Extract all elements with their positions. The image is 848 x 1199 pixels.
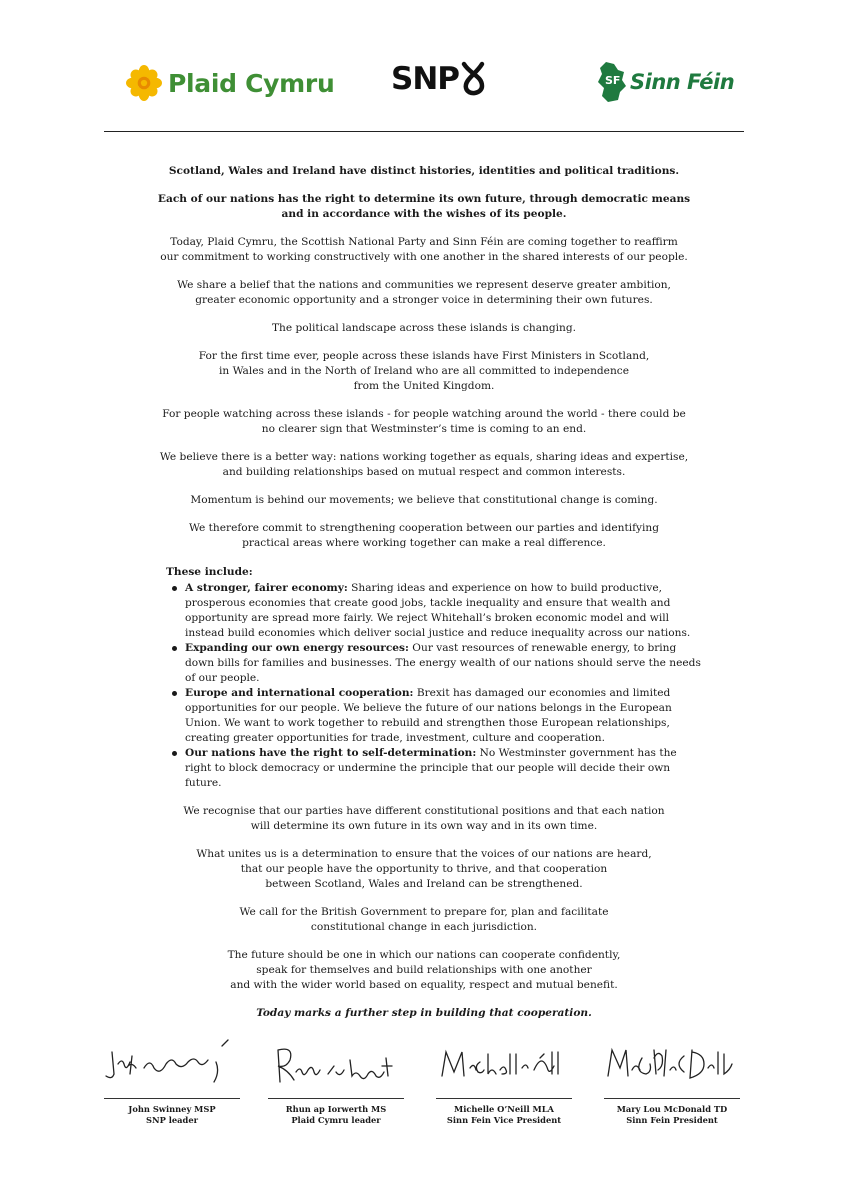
signatory [268,1038,404,1126]
signatory-name: John Swinney MSP [128,1104,216,1114]
list-item-lead: Expanding our own energy resources: [185,642,409,654]
list-item-text: Brexit has damaged our economies and limited opportunities for our people. We believe the future of our nations belongs in the European Union. We want to work together to rebuild and strengthen those European relationships, creating greater opportunities for trade, investment, culture and cooperation. [185,687,672,744]
handwritten-signature [104,1038,240,1090]
statement-paragraph: We recognise that our parties have different constitutional positions and that each nation will determine its own future in its own way and in its own time. [183,805,665,832]
page-header [0,0,848,132]
sinn-fein-wordmark: Sinn Féin [630,70,735,94]
handwritten-signature [436,1038,572,1090]
list-item [185,641,705,686]
list-item-text: Sharing ideas and experience on how to build productive, prosperous economies that create good jobs, tackle inequality and ensure that wealth and opportunity are spread more fairly. We reject Whitehall’s broken economic model and will instead build economies which deliver social justice and reduce inequality across our nations. [185,582,691,639]
statement-paragraph: We therefore commit to strengthening cooperation between our parties and identifying practical areas where working together can make a real difference. [189,522,659,549]
daffodil-icon [126,64,162,102]
signatory-role: SNP leader [146,1115,198,1125]
list-item-text: No Westminster government has the right to block democracy or undermine the principle that our people will decide their own future. [185,747,677,789]
statement-paragraph: Each of our nations has the right to determine its own future, through democratic means and in accordance with the wishes of its people. [157,193,691,220]
signatory [604,1038,740,1126]
statement-paragraph: Momentum is behind our movements; we believe that constitutional change is coming. [190,494,658,506]
sinn-fein-logo [596,60,734,104]
signature-block [104,1038,752,1138]
svg-text:SF: SF [605,74,621,87]
statement-paragraph: The political landscape across these islands is changing. [271,322,577,334]
statement-paragraph: We believe there is a better way: nations working together as equals, sharing ideas and expertise, and building relationships based on mutual respect and common interests. [159,451,689,478]
signature-line [436,1098,572,1099]
handwritten-signature [268,1038,404,1090]
signature-line [604,1098,740,1099]
signatory [436,1038,572,1126]
list-item-lead: Our nations have the right to self-determination: [185,747,477,759]
closing-line: Today marks a further step in building that cooperation. [256,1007,592,1019]
list-item-lead: A stronger, fairer economy: [185,582,348,594]
header-divider [104,131,744,132]
list-item [185,686,705,746]
signatory-name: Mary Lou McDonald TD [616,1104,728,1114]
signatory-name: Rhun ap Iorwerth MS [285,1104,387,1114]
plaid-cymru-logo [126,64,334,102]
signature-line [268,1098,404,1099]
statement-paragraph: For people watching across these islands - for people watching around the world - there could be no clearer sign that Westminster’s time is coming to an end. [162,408,686,435]
statement-paragraph: We call for the British Government to prepare for, plan and facilitate constitutional change in each jurisdiction. [239,906,609,933]
signature-line [104,1098,240,1099]
statement-paragraph: Today, Plaid Cymru, the Scottish National Party and Sinn Féin are coming together to reaffirm our commitment to working constructively with one another in the shared interests of our people. [160,236,688,263]
handwritten-signature [604,1038,740,1090]
signatory-role: Sinn Fein President [626,1115,718,1125]
list-item-text: Our vast resources of renewable energy, to bring down bills for families and businesses. The energy wealth of our nations should serve the needs of our people. [185,642,701,684]
snp-wordmark: SNP [391,61,459,97]
signatory [104,1038,240,1126]
list-item-lead: Europe and international cooperation: [185,687,414,699]
snp-logo [391,60,486,98]
plaid-cymru-wordmark: Plaid Cymru [168,68,335,98]
sinn-fein-map-icon [596,60,628,104]
statement-paragraph: We share a belief that the nations and communities we represent deserve greater ambition, greater economic opportunity and a stronger voice in determining their own futures. [177,279,671,306]
list-item [185,746,705,791]
signatory-role: Plaid Cymru leader [291,1115,381,1125]
signatory-name: Michelle O’Neill MLA [454,1104,554,1114]
snp-loop-icon [460,60,486,98]
statement-paragraph: For the first time ever, people across these islands have First Ministers in Scotland, in Wales and in the North of Ireland who are all committed to independence from the United Kingdom. [198,350,650,392]
list-item [185,581,705,641]
commitments-list [118,581,705,791]
statement-paragraph: The future should be one in which our nations can cooperate confidently, speak for themselves and build relationships with one another and with the wider world based on equality, respect and mutual benefit. [227,949,621,991]
statement-paragraph: What unites us is a determination to ensure that the voices of our nations are heard, that our people have the opportunity to thrive, and that cooperation between Scotland, Wales and Ireland can be strengthened. [196,848,652,890]
signatory-role: Sinn Fein Vice President [446,1115,562,1125]
list-heading: These include: [166,566,253,578]
statement-paragraph: Scotland, Wales and Ireland have distinct histories, identities and political traditions. [168,165,680,177]
statement-body [118,164,730,1032]
